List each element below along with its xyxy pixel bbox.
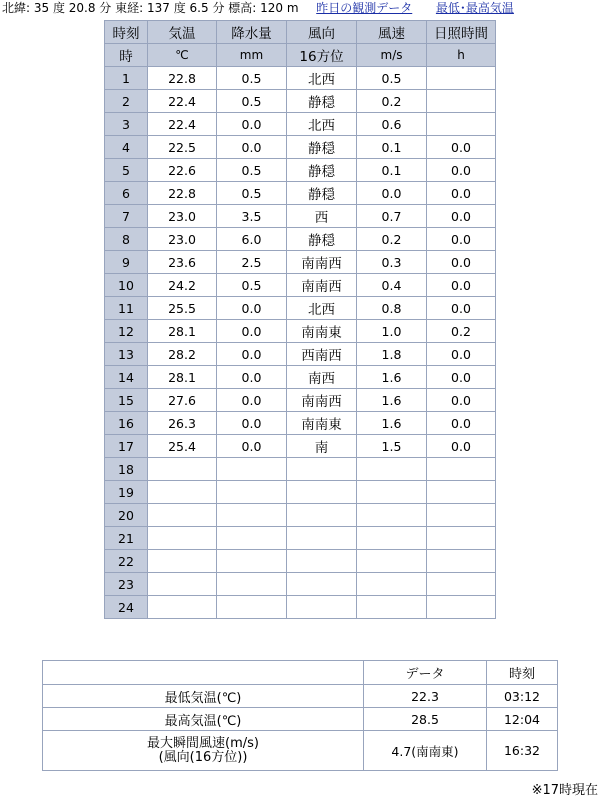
wind-direction-cell — [287, 527, 357, 550]
table-row — [105, 389, 496, 412]
table-row — [105, 136, 496, 159]
table-row — [105, 159, 496, 182]
sunshine-cell: 0.0 — [427, 205, 496, 228]
summary-header-blank — [43, 661, 364, 685]
wind-direction-cell: 南 — [287, 435, 357, 458]
wind-speed-cell: 1.0 — [357, 320, 427, 343]
longitude-value: 137 度 6.5 分 — [147, 1, 225, 15]
sunshine-cell — [427, 481, 496, 504]
longitude-label: 東経: — [115, 1, 144, 15]
precipitation-cell: 2.5 — [217, 251, 287, 274]
wind-direction-cell: 南南東 — [287, 320, 357, 343]
temperature-cell: 23.0 — [148, 228, 217, 251]
hour-cell: 20 — [105, 504, 148, 527]
precipitation-cell: 0.5 — [217, 274, 287, 297]
wind-speed-cell: 1.6 — [357, 366, 427, 389]
wind-direction-cell: 南南東 — [287, 412, 357, 435]
sunshine-cell — [427, 573, 496, 596]
temperature-cell: 22.4 — [148, 90, 217, 113]
precipitation-cell: 6.0 — [217, 228, 287, 251]
daily-summary-table — [42, 660, 558, 771]
col-header-precipitation: 降水量 — [217, 21, 287, 44]
precipitation-cell: 0.0 — [217, 113, 287, 136]
temperature-cell: 26.3 — [148, 412, 217, 435]
summary-col-data: データ — [364, 661, 487, 685]
table-row — [105, 458, 496, 481]
precipitation-cell — [217, 550, 287, 573]
hour-cell: 19 — [105, 481, 148, 504]
sunshine-cell — [427, 90, 496, 113]
wind-speed-cell: 0.1 — [357, 136, 427, 159]
table-row — [105, 504, 496, 527]
sunshine-cell: 0.0 — [427, 412, 496, 435]
col-header-wind-speed: 風速 — [357, 21, 427, 44]
unit-wind-speed: m/s — [357, 44, 427, 67]
temperature-cell: 22.6 — [148, 159, 217, 182]
wind-direction-cell: 北西 — [287, 113, 357, 136]
temperature-cell — [148, 550, 217, 573]
temperature-cell: 23.0 — [148, 205, 217, 228]
sunshine-cell: 0.0 — [427, 274, 496, 297]
max-temp-time: 12:04 — [487, 708, 558, 731]
precipitation-cell: 0.5 — [217, 90, 287, 113]
precipitation-cell: 0.0 — [217, 136, 287, 159]
wind-direction-cell: 静穏 — [287, 182, 357, 205]
max-gust-label-line1: 最大瞬間風速(m/s) — [147, 735, 259, 751]
table-row — [105, 435, 496, 458]
sunshine-cell — [427, 596, 496, 619]
sunshine-cell: 0.0 — [427, 435, 496, 458]
sunshine-cell: 0.0 — [427, 343, 496, 366]
unit-row — [105, 44, 496, 67]
hourly-observation-table — [104, 20, 496, 619]
table-row — [105, 366, 496, 389]
table-row — [105, 67, 496, 90]
sunshine-cell — [427, 527, 496, 550]
temperature-cell — [148, 573, 217, 596]
sunshine-cell — [427, 113, 496, 136]
wind-direction-cell: 南南西 — [287, 389, 357, 412]
max-temp-label: 最高気温(℃) — [43, 708, 364, 731]
min-temp-time: 03:12 — [487, 685, 558, 708]
min-max-temp-link[interactable]: 最低･最高気温 — [435, 1, 514, 15]
temperature-cell: 25.4 — [148, 435, 217, 458]
sunshine-cell: 0.0 — [427, 159, 496, 182]
summary-header-row — [43, 661, 558, 685]
unit-sunshine: h — [427, 44, 496, 67]
min-temp-label: 最低気温(℃) — [43, 685, 364, 708]
wind-speed-cell — [357, 504, 427, 527]
wind-speed-cell: 0.0 — [357, 182, 427, 205]
wind-speed-cell: 0.6 — [357, 113, 427, 136]
temperature-cell: 22.4 — [148, 113, 217, 136]
hour-cell: 9 — [105, 251, 148, 274]
precipitation-cell — [217, 458, 287, 481]
temperature-cell: 25.5 — [148, 297, 217, 320]
wind-direction-cell: 西 — [287, 205, 357, 228]
summary-row-max-temp — [43, 708, 558, 731]
precipitation-cell: 0.0 — [217, 435, 287, 458]
min-temp-value: 22.3 — [364, 685, 487, 708]
latitude-value: 35 度 20.8 分 — [33, 1, 112, 15]
temperature-cell — [148, 504, 217, 527]
table-row — [105, 481, 496, 504]
sunshine-cell — [427, 67, 496, 90]
temperature-cell: 28.1 — [148, 366, 217, 389]
wind-speed-cell: 0.5 — [357, 67, 427, 90]
unit-temperature: ℃ — [148, 44, 217, 67]
sunshine-cell: 0.0 — [427, 389, 496, 412]
wind-direction-cell: 南南西 — [287, 274, 357, 297]
temperature-cell: 24.2 — [148, 274, 217, 297]
wind-speed-cell — [357, 550, 427, 573]
hour-cell: 8 — [105, 228, 148, 251]
wind-direction-cell: 南西 — [287, 366, 357, 389]
latitude-label: 北緯: — [2, 1, 31, 15]
hour-cell: 3 — [105, 113, 148, 136]
table-row — [105, 550, 496, 573]
wind-speed-cell: 0.1 — [357, 159, 427, 182]
temperature-cell — [148, 527, 217, 550]
sunshine-cell — [427, 504, 496, 527]
wind-speed-cell: 1.6 — [357, 389, 427, 412]
hour-cell: 5 — [105, 159, 148, 182]
table-row — [105, 343, 496, 366]
wind-speed-cell — [357, 527, 427, 550]
hour-cell: 23 — [105, 573, 148, 596]
hour-cell: 18 — [105, 458, 148, 481]
temperature-cell: 22.5 — [148, 136, 217, 159]
precipitation-cell: 0.0 — [217, 343, 287, 366]
wind-speed-cell: 0.2 — [357, 90, 427, 113]
precipitation-cell: 0.0 — [217, 366, 287, 389]
wind-direction-cell: 西南西 — [287, 343, 357, 366]
altitude-value: 120 m — [260, 1, 299, 15]
table-row — [105, 297, 496, 320]
precipitation-cell: 0.5 — [217, 159, 287, 182]
precipitation-cell: 0.0 — [217, 389, 287, 412]
sunshine-cell — [427, 550, 496, 573]
hour-cell: 11 — [105, 297, 148, 320]
max-temp-value: 28.5 — [364, 708, 487, 731]
table-row — [105, 182, 496, 205]
wind-speed-cell: 0.3 — [357, 251, 427, 274]
unit-precipitation: mm — [217, 44, 287, 67]
precipitation-cell — [217, 573, 287, 596]
hour-cell: 16 — [105, 412, 148, 435]
yesterday-data-link[interactable]: 昨日の観測データ — [316, 1, 413, 15]
table-row — [105, 596, 496, 619]
temperature-cell: 28.2 — [148, 343, 217, 366]
wind-speed-cell: 0.2 — [357, 228, 427, 251]
hour-cell: 7 — [105, 205, 148, 228]
temperature-cell: 22.8 — [148, 67, 217, 90]
wind-speed-cell — [357, 481, 427, 504]
current-time-note: ※17時現在 — [531, 783, 598, 798]
col-header-time: 時刻 — [105, 21, 148, 44]
hour-cell: 6 — [105, 182, 148, 205]
col-header-temperature: 気温 — [148, 21, 217, 44]
hour-cell: 2 — [105, 90, 148, 113]
table-row — [105, 274, 496, 297]
wind-direction-cell: 北西 — [287, 67, 357, 90]
hour-cell: 10 — [105, 274, 148, 297]
sunshine-cell: 0.0 — [427, 297, 496, 320]
wind-direction-cell — [287, 481, 357, 504]
sunshine-cell: 0.0 — [427, 228, 496, 251]
hour-cell: 4 — [105, 136, 148, 159]
summary-row-min-temp — [43, 685, 558, 708]
table-row — [105, 113, 496, 136]
hour-cell: 17 — [105, 435, 148, 458]
table-row — [105, 527, 496, 550]
summary-col-time: 時刻 — [487, 661, 558, 685]
hour-cell: 22 — [105, 550, 148, 573]
hour-cell: 12 — [105, 320, 148, 343]
table-row — [105, 573, 496, 596]
station-info-bar — [2, 0, 514, 18]
precipitation-cell — [217, 504, 287, 527]
temperature-cell: 22.8 — [148, 182, 217, 205]
precipitation-cell: 0.0 — [217, 320, 287, 343]
wind-speed-cell: 0.8 — [357, 297, 427, 320]
table-row — [105, 320, 496, 343]
temperature-cell — [148, 596, 217, 619]
wind-speed-cell: 1.5 — [357, 435, 427, 458]
max-gust-time: 16:32 — [487, 731, 558, 771]
table-row — [105, 251, 496, 274]
column-header-row — [105, 21, 496, 44]
wind-speed-cell — [357, 573, 427, 596]
wind-direction-cell — [287, 573, 357, 596]
wind-direction-cell — [287, 596, 357, 619]
wind-direction-cell: 北西 — [287, 297, 357, 320]
wind-direction-cell — [287, 458, 357, 481]
precipitation-cell — [217, 481, 287, 504]
sunshine-cell: 0.0 — [427, 366, 496, 389]
temperature-cell — [148, 458, 217, 481]
max-gust-label — [43, 731, 364, 771]
wind-speed-cell: 0.4 — [357, 274, 427, 297]
wind-direction-cell — [287, 550, 357, 573]
temperature-cell: 28.1 — [148, 320, 217, 343]
col-header-wind-direction: 風向 — [287, 21, 357, 44]
wind-direction-cell: 静穏 — [287, 90, 357, 113]
table-row — [105, 90, 496, 113]
precipitation-cell: 0.0 — [217, 412, 287, 435]
table-row — [105, 205, 496, 228]
hour-cell: 24 — [105, 596, 148, 619]
precipitation-cell: 0.0 — [217, 297, 287, 320]
col-header-sunshine: 日照時間 — [427, 21, 496, 44]
precipitation-cell: 3.5 — [217, 205, 287, 228]
wind-speed-cell — [357, 596, 427, 619]
wind-direction-cell: 静穏 — [287, 136, 357, 159]
hour-cell: 21 — [105, 527, 148, 550]
max-gust-value: 4.7(南南東) — [364, 731, 487, 771]
unit-time: 時 — [105, 44, 148, 67]
wind-direction-cell: 静穏 — [287, 228, 357, 251]
wind-direction-cell: 静穏 — [287, 159, 357, 182]
temperature-cell: 23.6 — [148, 251, 217, 274]
wind-speed-cell — [357, 458, 427, 481]
wind-direction-cell: 南南西 — [287, 251, 357, 274]
max-gust-label-line2: (風向(16方位)) — [158, 749, 248, 765]
precipitation-cell: 0.5 — [217, 182, 287, 205]
precipitation-cell: 0.5 — [217, 67, 287, 90]
hour-cell: 15 — [105, 389, 148, 412]
temperature-cell: 27.6 — [148, 389, 217, 412]
sunshine-cell: 0.0 — [427, 136, 496, 159]
hour-cell: 1 — [105, 67, 148, 90]
wind-speed-cell: 0.7 — [357, 205, 427, 228]
precipitation-cell — [217, 527, 287, 550]
sunshine-cell: 0.0 — [427, 182, 496, 205]
hour-cell: 13 — [105, 343, 148, 366]
wind-speed-cell: 1.8 — [357, 343, 427, 366]
sunshine-cell — [427, 458, 496, 481]
unit-wind-direction: 16方位 — [287, 44, 357, 67]
wind-speed-cell: 1.6 — [357, 412, 427, 435]
temperature-cell — [148, 481, 217, 504]
table-row — [105, 412, 496, 435]
table-row — [105, 228, 496, 251]
precipitation-cell — [217, 596, 287, 619]
sunshine-cell: 0.2 — [427, 320, 496, 343]
sunshine-cell: 0.0 — [427, 251, 496, 274]
hour-cell: 14 — [105, 366, 148, 389]
wind-direction-cell — [287, 504, 357, 527]
altitude-label: 標高: — [228, 1, 257, 15]
summary-row-max-gust — [43, 731, 558, 771]
